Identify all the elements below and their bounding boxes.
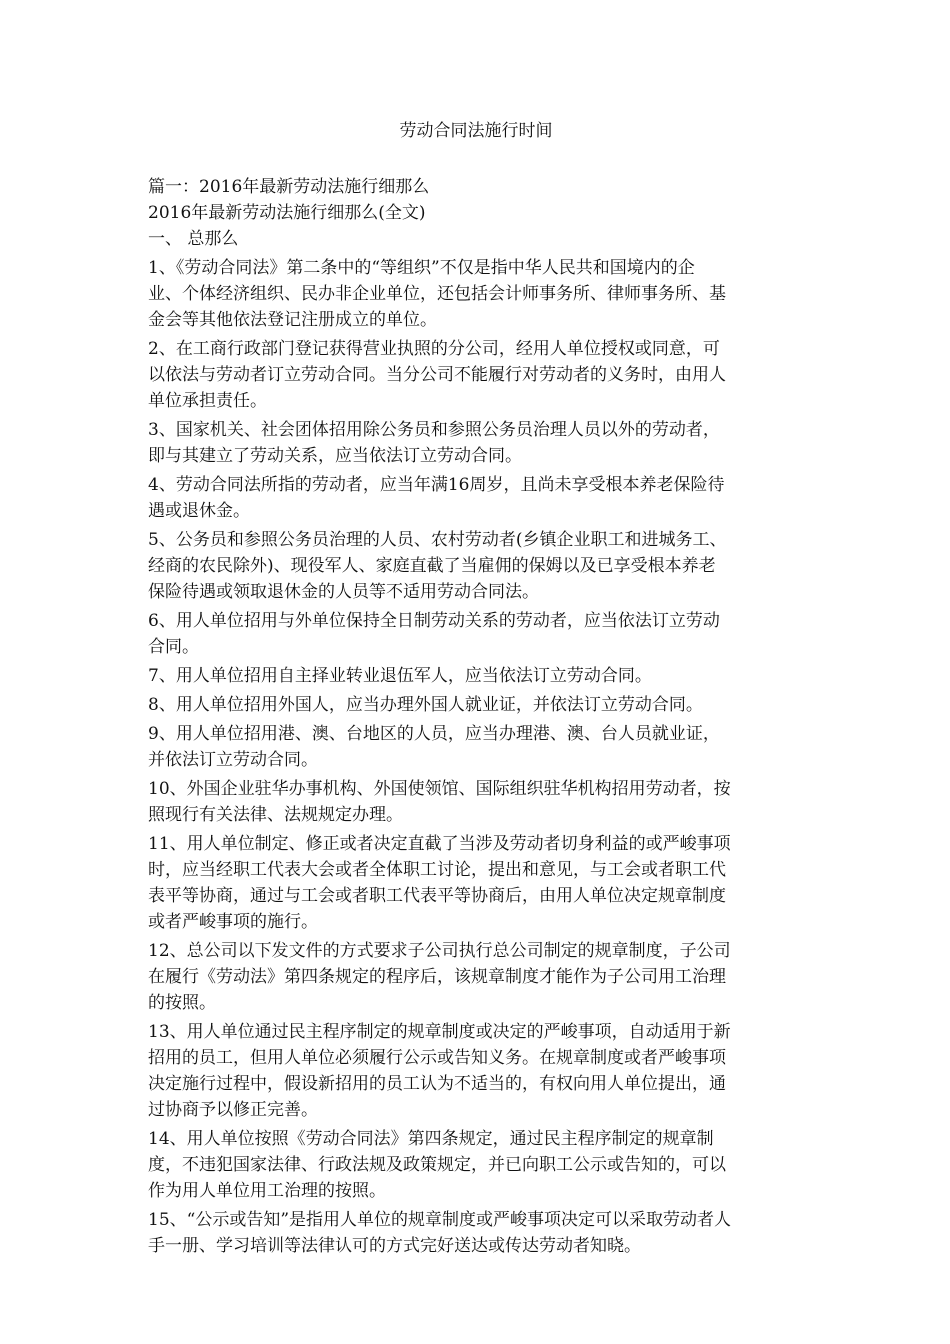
- paragraph-14: [148, 1126, 804, 1204]
- paragraph-line: 表平等协商，通过与工会或者职工代表平等协商后，由用人单位决定规章制度: [148, 886, 726, 906]
- paragraph-line: 6、用人单位招用与外单位保持全日制劳动关系的劳动者，应当依法订立劳动: [148, 611, 720, 631]
- paragraph-3: [148, 417, 804, 469]
- paragraph-line: 以依法与劳动者订立劳动合同。当分公司不能履行对劳动者的义务时，由用人: [148, 365, 726, 385]
- paragraph-line: 11、用人单位制定、修正或者决定直截了当涉及劳动者切身利益的或严峻事项: [148, 834, 731, 854]
- paragraph-list: [148, 255, 804, 1259]
- paragraph-line: 或者严峻事项的施行。: [148, 912, 318, 932]
- paragraph-6: [148, 608, 804, 660]
- paragraph-line: 决定施行过程中，假设新招用的员工认为不适当的，有权向用人单位提出，通: [148, 1074, 726, 1094]
- paragraph-line: 的按照。: [148, 993, 216, 1013]
- paragraph-line: 即与其建立了劳动关系，应当依法订立劳动合同。: [148, 446, 522, 466]
- paragraph-line: 5、公务员和参照公务员治理的人员、农村劳动者(乡镇企业职工和进城务工、: [148, 530, 727, 550]
- paragraph-line: 4、劳动合同法所指的劳动者，应当年满16周岁，且尚未享受根本养老保险待: [148, 475, 725, 495]
- paragraph-10: [148, 776, 804, 828]
- paragraph-line: 合同。: [148, 637, 199, 657]
- paragraph-9: [148, 721, 804, 773]
- paragraph-line: 过协商予以修正完善。: [148, 1100, 318, 1120]
- paragraph-line: 8、用人单位招用外国人，应当办理外国人就业证，并依法订立劳动合同。: [148, 695, 703, 715]
- paragraph-line: 7、用人单位招用自主择业转业退伍军人，应当依法订立劳动合同。: [148, 666, 652, 686]
- paragraph-11: [148, 831, 804, 935]
- paragraph-12: [148, 938, 804, 1016]
- paragraph-line: 经商的农民除外)、现役军人、家庭直截了当雇佣的保姆以及已享受根本养老: [148, 556, 716, 576]
- paragraph-line: 12、总公司以下发文件的方式要求子公司执行总公司制定的规章制度，子公司: [148, 941, 731, 961]
- document-body: [148, 118, 804, 1259]
- paragraph-2: [148, 336, 804, 414]
- paragraph-5: [148, 527, 804, 605]
- paragraph-line: 金会等其他依法登记注册成立的单位。: [148, 310, 437, 330]
- paragraph-line: 1、《劳动合同法》第二条中的“等组织”不仅是指中华人民共和国境内的企: [148, 258, 695, 278]
- paragraph-line: 并依法订立劳动合同。: [148, 750, 318, 770]
- paragraph-line: 单位承担责任。: [148, 391, 267, 411]
- paragraph-line: 照现行有关法律、法规规定办理。: [148, 805, 403, 825]
- paragraph-8: [148, 692, 804, 718]
- paragraph-line: 2、在工商行政部门登记获得营业执照的分公司，经用人单位授权或同意，可: [148, 339, 720, 359]
- paragraph-line: 15、“公示或告知”是指用人单位的规章制度或严峻事项决定可以采取劳动者人: [148, 1210, 732, 1230]
- paragraph-line: 保险待遇或领取退休金的人员等不适用劳动合同法。: [148, 582, 539, 602]
- paragraph-line: 业、个体经济组织、民办非企业单位，还包括会计师事务所、律师事务所、基: [148, 284, 726, 304]
- paragraph-4: [148, 472, 804, 524]
- paragraph-7: [148, 663, 804, 689]
- paragraph-line: 13、用人单位通过民主程序制定的规章制度或决定的严峻事项，自动适用于新: [148, 1022, 731, 1042]
- paragraph-line: 10、外国企业驻华办事机构、外国使领馆、国际组织驻华机构招用劳动者，按: [148, 779, 731, 799]
- paragraph-line: 3、国家机关、社会团体招用除公务员和参照公务员治理人员以外的劳动者，: [148, 420, 720, 440]
- paragraph-line: 9、用人单位招用港、澳、台地区的人员，应当办理港、澳、台人员就业证，: [148, 724, 720, 744]
- paragraph-line: 14、用人单位按照《劳动合同法》第四条规定，通过民主程序制定的规章制: [148, 1129, 714, 1149]
- section-heading-3: 一、 总那么: [148, 229, 239, 249]
- paragraph-line: 在履行《劳动法》第四条规定的程序后，该规章制度才能作为子公司用工治理: [148, 967, 726, 987]
- paragraph-1: [148, 255, 804, 333]
- paragraph-line: 作为用人单位用工治理的按照。: [148, 1181, 386, 1201]
- paragraph-line: 度，不违犯国家法律、行政法规及政策规定，并已向职工公示或告知的，可以: [148, 1155, 726, 1175]
- paragraph-line: 遇或退休金。: [148, 501, 250, 521]
- paragraph-line: 时，应当经职工代表大会或者全体职工讨论，提出和意见，与工会或者职工代: [148, 860, 726, 880]
- paragraph-15: [148, 1207, 804, 1259]
- paragraph-line: 手一册、学习培训等法律认可的方式完好送达或传达劳动者知晓。: [148, 1236, 641, 1256]
- document-title: 劳动合同法施行时间: [399, 121, 553, 141]
- section-heading-1: 篇一：2016年最新劳动法施行细那么: [148, 177, 430, 197]
- paragraph-13: [148, 1019, 804, 1123]
- paragraph-line: 招用的员工，但用人单位必须履行公示或告知义务。在规章制度或者严峻事项: [148, 1048, 726, 1068]
- section-heading-2: 2016年最新劳动法施行细那么(全文): [148, 203, 426, 223]
